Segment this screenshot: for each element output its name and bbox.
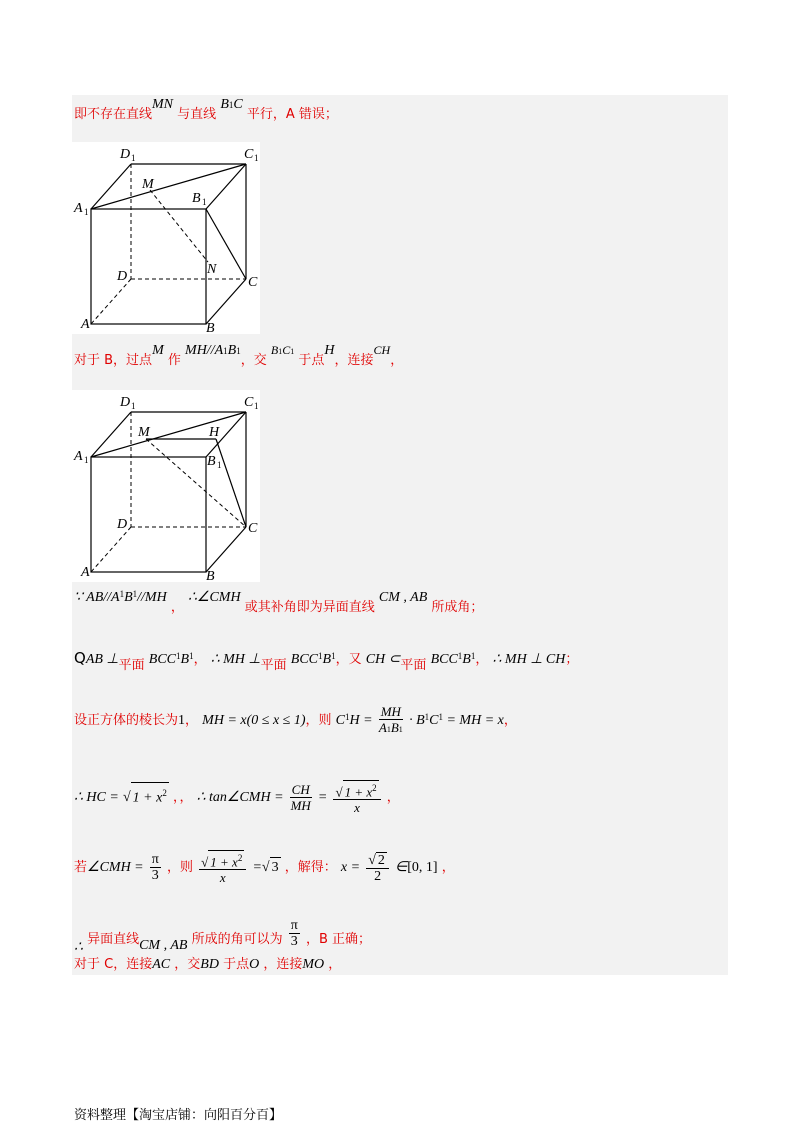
label-C: C <box>248 521 258 536</box>
svg-text:1: 1 <box>84 455 89 465</box>
svg-text:1: 1 <box>254 153 259 163</box>
fraction: $\frac{√ 1 + x^2}{x}$ <box>333 780 380 815</box>
text-line-6: ∴ HC = √ $1 + x^2$ ，， ∴ tan∠CMH = $\frac{CH}{MH}$ = $\frac{√ 1 + x^2}{x}$ ， <box>74 780 400 815</box>
text-line-9: 对于 C，连接AC ，交BD 于点O ，连接MO ， <box>74 957 342 972</box>
label-N: N <box>207 262 217 277</box>
fraction: $\frac{\pi}{3}$ <box>151 852 159 884</box>
fraction: $\frac{√ 2}{2}$ <box>366 852 389 884</box>
label-B: B <box>206 321 215 334</box>
label-C1: C <box>244 395 254 410</box>
svg-text:1: 1 <box>131 401 136 411</box>
svg-text:1: 1 <box>131 153 136 163</box>
text-line-2: 对于 B，过点M 作 MH//A1B1，交 B1C1 于点H，连接CH， <box>74 343 404 368</box>
label-A1: A <box>74 201 83 216</box>
svg-text:1: 1 <box>202 197 207 207</box>
label-A: A <box>81 565 90 580</box>
label-A: A <box>81 317 90 332</box>
text-line-4: QAB ⊥平面 $BCC^1B^1$， ∴ MH ⊥平面 $BCC^1B^1$，又 CH ⊂平面 $BCC^1B^1$， ∴ MH ⊥ CH； <box>74 649 579 673</box>
footer-text: 资料整理【淘宝店铺：向阳百分百】 <box>74 1108 283 1123</box>
text-line-5: 设正方体的棱长为1， MH = x(0 ≤ x ≤ 1)，则 $C^1H$ = $\frac{MH}{A1B1}$ · $B^1C^1$ = MH = x， <box>74 704 517 735</box>
svg-text:1: 1 <box>217 460 222 470</box>
label-B1: B <box>207 454 216 469</box>
text-line-8: ∴ 异面直线CM , AB 所成的角可以为 $\frac{\pi}{3}$ ，B 正确； <box>74 918 372 955</box>
text-line-7: 若∠CMH = $\frac{\pi}{3}$ ，则 $\frac{√ 1 + x^2}{x}$ =√ 3 ，解得： x = $\frac{√ 2}{2}$ ∈[0, 1] ， <box>74 850 455 885</box>
cube-figure-2 <box>72 390 260 582</box>
svg-text:1: 1 <box>84 207 89 217</box>
label-C: C <box>248 275 258 290</box>
label-D1: D <box>120 395 131 410</box>
label-M: M <box>138 425 150 440</box>
label-D: D <box>117 517 128 532</box>
cube-figure-1 <box>72 142 260 334</box>
text-line-3: ∵ $AB//A^1B^1//MH$ ， ∴∠CMH 或其补角即为异面直线 CM , AB 所成角； <box>74 589 484 615</box>
label-H: H <box>209 425 220 440</box>
fraction: $\frac{CH}{MH}$ <box>290 782 311 814</box>
fraction: $\frac{√ 1 + x^2}{x}$ <box>199 850 246 885</box>
label-B: B <box>206 569 215 582</box>
fraction: $\frac{MH}{A1B1}$ <box>378 704 403 735</box>
label-D1: D <box>120 147 131 162</box>
label-A1: A <box>74 449 83 464</box>
text-line-1: 即不存在直线MN 与直线 B1C 平行，A 错误； <box>74 97 338 122</box>
fraction: $\frac{\pi}{3}$ <box>290 918 298 949</box>
label-B1: B <box>192 191 201 206</box>
label-M: M <box>142 177 154 192</box>
label-D: D <box>117 269 128 284</box>
svg-text:1: 1 <box>254 401 259 411</box>
label-C1: C <box>244 147 254 162</box>
